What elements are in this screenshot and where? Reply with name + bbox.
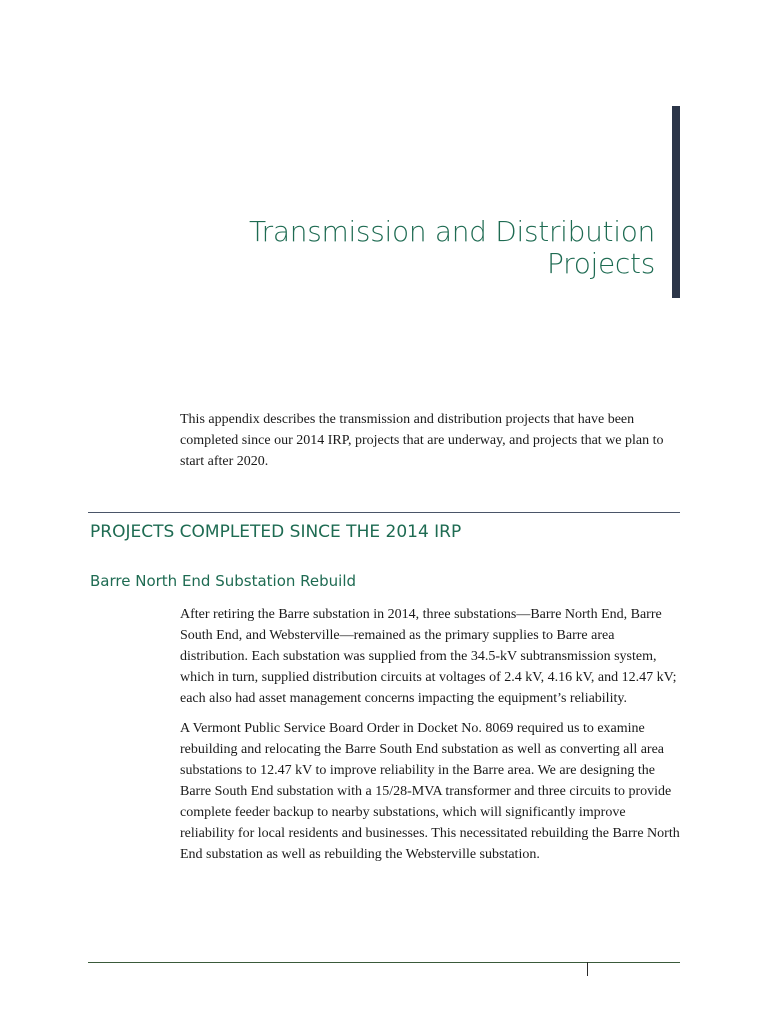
page-title-line-2: Projects	[547, 247, 655, 280]
body-paragraph-1: After retiring the Barre substation in 2014, three substations—Barre North End, Barre South End, and Websterville—remained as the primary supplies to Barre area distribution. Each substation was supplied from the 34.5-kV subtransmission system, which in turn, supplied distribution circuits at voltages of 2.4 kV, 4.16 kV, and 12.47 kV; each also had asset management concerns impacting the equipment’s reliability.	[180, 607, 677, 706]
section-body	[180, 604, 680, 874]
subsection-heading: Barre North End Substation Rebuild	[90, 572, 357, 590]
body-paragraph-2: A Vermont Public Service Board Order in Docket No. 8069 required us to examine rebuilding and relocating the Barre South End substation as well as converting all area substations to 12.47 kV to improve reliability in the Barre area. We are designing the Barre South End substation with a 15/28-MVA transformer and three circuits to provide complete feeder backup to nearby substations, which will significantly improve reliability for local residents and businesses. This necessitated rebuilding the Barre North End substation as well as rebuilding the Websterville substation.	[180, 721, 680, 862]
page-title	[135, 216, 655, 280]
page-title-line-1: Transmission and Distribution	[248, 215, 655, 248]
title-accent-bar	[672, 106, 680, 298]
footer-separator-tick	[587, 962, 588, 976]
footer-divider	[88, 962, 680, 963]
intro-paragraph: This appendix describes the transmission and distribution projects that have been completed since our 2014 IRP, projects that are underway, and projects that we plan to start after 2020.	[180, 412, 664, 469]
section-heading: PROJECTS COMPLETED SINCE THE 2014 IRP	[90, 522, 462, 542]
section-divider	[88, 512, 680, 513]
